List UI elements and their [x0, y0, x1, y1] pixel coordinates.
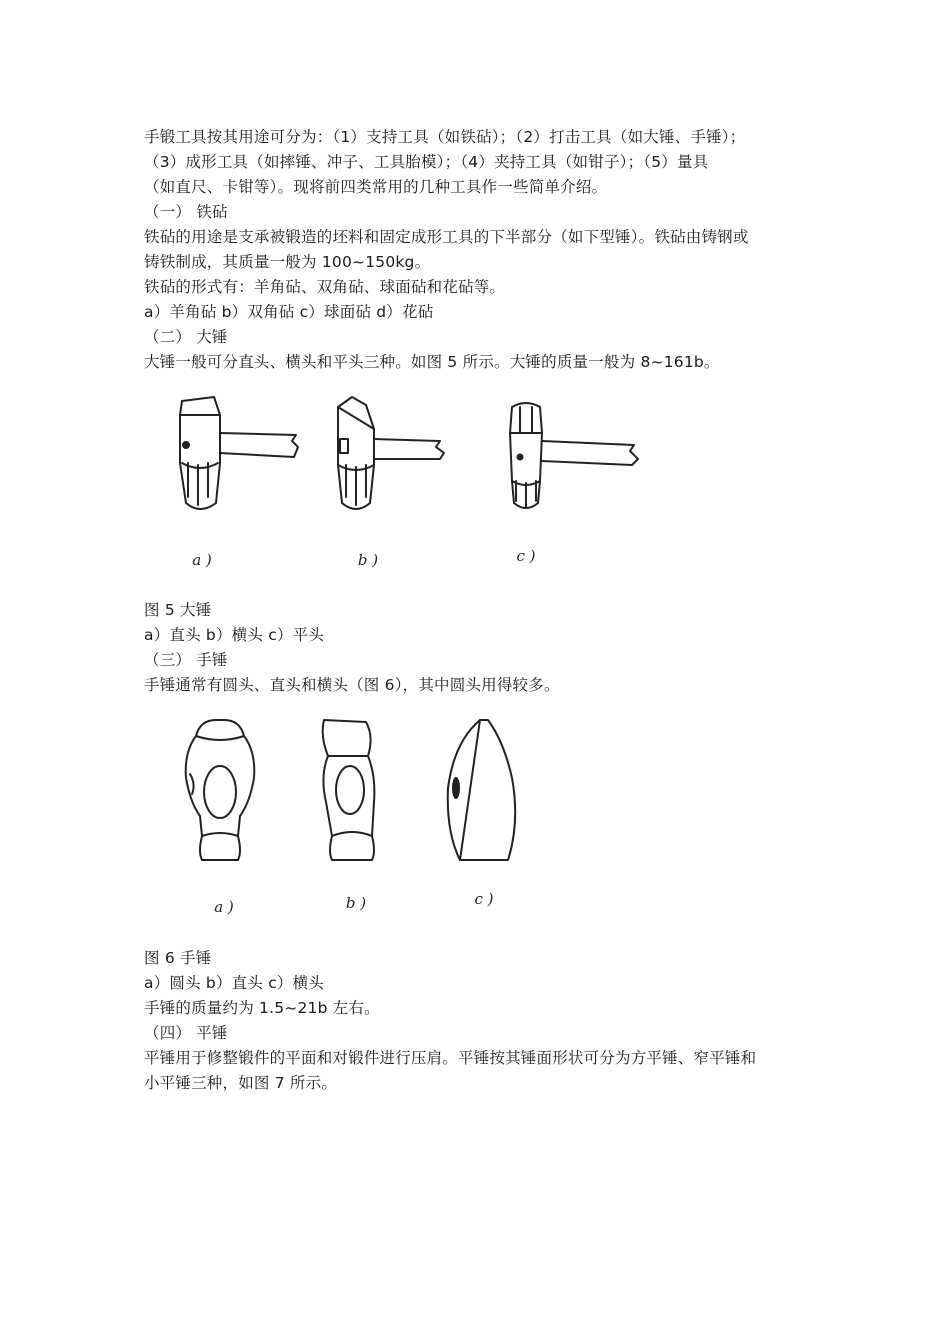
- anvil-text-line-1: 铁砧的用途是支承被锻造的坯料和固定成形工具的下半部分（如下型锤）。铁砧由铸钢或: [144, 228, 749, 246]
- fig6-label-c: c ): [474, 890, 494, 908]
- fig5-label-c: c ): [516, 547, 536, 565]
- section-heading-hand-hammer: （三） 手锤: [144, 651, 228, 669]
- fig5-label-a: a ): [192, 551, 212, 569]
- fig5-label-b: b ): [357, 551, 379, 569]
- section-heading-anvil: （一） 铁砧: [144, 203, 228, 221]
- figure-5-sledgehammers: [160, 385, 680, 580]
- anvil-types: 铁砧的形式有：羊角砧、双角砧、球面砧和花砧等。: [144, 278, 506, 296]
- hand-hammer-c-drawing: [448, 720, 515, 860]
- hand-hammer-weight: 手锤的质量约为 1.5~21b 左右。: [144, 999, 380, 1017]
- hammer-b-drawing: [338, 397, 444, 509]
- flat-hammer-text-line-1: 平锤用于修整锻件的平面和对锻件进行压肩。平锤按其锤面形状可分为方平锤、窄平锤和: [144, 1049, 757, 1067]
- figure-6-hand-hammers: [160, 712, 680, 922]
- section-heading-sledgehammer: （二） 大锤: [144, 328, 228, 346]
- figure-5-legend: a）直头 b）横头 c）平头: [144, 626, 325, 644]
- intro-line-3: （如直尺、卡钳等）。现将前四类常用的几种工具作一些简单介绍。: [144, 178, 608, 196]
- fig6-label-a: a ): [214, 898, 234, 916]
- hand-hammer-b-drawing: [323, 720, 375, 860]
- flat-hammer-text-line-2: 小平锤三种，如图 7 所示。: [144, 1074, 338, 1092]
- hand-hammer-a-drawing: [186, 720, 255, 860]
- hand-hammer-text: 手锤通常有圆头、直头和横头（图 6），其中圆头用得较多。: [144, 676, 560, 694]
- figure-6-legend: a）圆头 b）直头 c）横头: [144, 974, 325, 992]
- intro-line-1: 手锻工具按其用途可分为：（1）支持工具（如铁砧）；（2）打击工具（如大锤、手锤）；: [144, 128, 746, 146]
- section-heading-flat-hammer: （四） 平锤: [144, 1024, 228, 1042]
- intro-line-2: （3）成形工具（如摔锤、冲子、工具胎模）；（4）夹持工具（如钳子）；（5）量具: [144, 153, 709, 171]
- hammer-c-drawing: [510, 403, 638, 508]
- fig6-label-b: b ): [345, 894, 367, 912]
- figure-5-caption: 图 5 大锤: [144, 601, 212, 619]
- anvil-text-line-2: 铸铁制成，其质量一般为 100~150kg。: [144, 253, 431, 271]
- figure-6-caption: 图 6 手锤: [144, 949, 212, 967]
- sledgehammer-text: 大锤一般可分直头、横头和平头三种。如图 5 所示。大锤的质量一般为 8~161b。: [144, 353, 720, 371]
- hammer-a-drawing: [180, 397, 298, 509]
- anvil-types-legend: a）羊角砧 b）双角砧 c）球面砧 d）花砧: [144, 303, 434, 321]
